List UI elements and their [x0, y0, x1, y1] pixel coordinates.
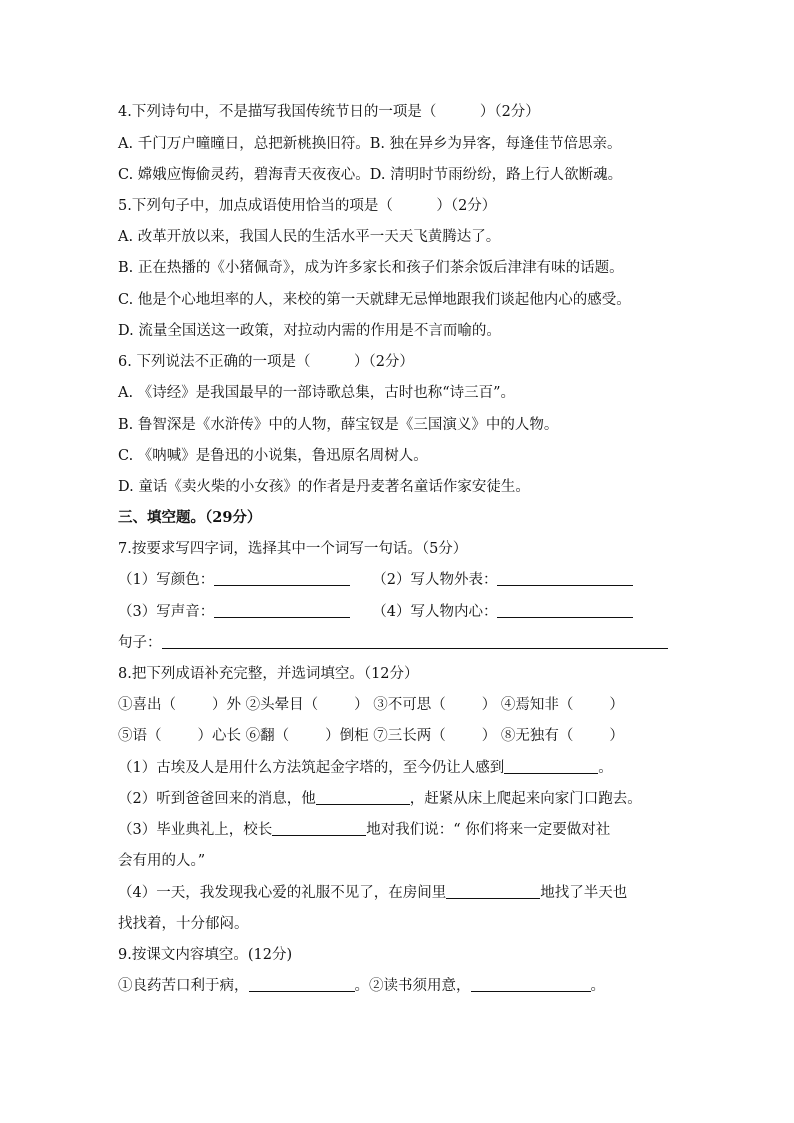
q7-item4-label: （4）写人物内心：	[372, 604, 498, 620]
q7-sentence-blank[interactable]	[162, 634, 668, 649]
q8-s1-end: 。	[598, 760, 613, 776]
q8-sentence-3-cont: 会有用的人。”	[118, 853, 206, 869]
idiom-8-start: ⑧无独有（	[500, 728, 574, 744]
q6-option-b: B. 鲁智深是《水浒传》中的人物，薛宝钗是《三国演义》中的人物。	[118, 417, 559, 433]
idiom-4-start: ④焉知非（	[500, 697, 574, 713]
q9-blank-2[interactable]	[471, 977, 591, 992]
q5-option-a: A. 改革开放以来，我国人民的生活水平一天天飞黄腾达了。	[118, 229, 501, 245]
q7-item2-label: （2）写人物外表：	[372, 572, 498, 588]
q8-stem: 8.把下列成语补充完整，并选词填空。（12分）	[118, 666, 419, 682]
q8-s2-text: （2）听到爸爸回来的消息，他	[118, 791, 316, 807]
q5-stem: 5.下列句子中，加点成语使用恰当的项是（ ）（2分）	[118, 198, 497, 214]
q8-s4-text: （4）一天，我发现我心爱的礼服不见了，在房间里	[118, 885, 447, 901]
q6-option-d: D. 童话《卖火柴的小女孩》的作者是丹麦著名童话作家安徒生。	[118, 479, 530, 495]
q8-idiom-row-1	[118, 695, 624, 715]
idiom-2-end: ）	[354, 697, 369, 713]
q8-s4-end: 地找了半天也	[540, 885, 628, 901]
q9-blank-1[interactable]	[249, 977, 355, 992]
idiom-7-end: ）	[481, 728, 497, 744]
q4-stem: 4.下列诗句中，不是描写我国传统节日的一项是（ ）（2分）	[118, 104, 540, 120]
q7-item2-blank[interactable]	[497, 571, 633, 586]
q9-stem: 9.按课文内容填空。(12分)	[118, 947, 293, 963]
q8-sentence-1	[118, 758, 613, 778]
idiom-2-start: ②头晕目（	[245, 697, 319, 713]
q8-s3-text: （3）毕业典礼上，校长	[118, 822, 273, 838]
idiom-3-end: ）	[481, 697, 497, 713]
q6-stem: 6. 下列说法不正确的一项是（ ）（2分）	[118, 354, 414, 370]
section-heading: 三、填空题。（29分）	[118, 509, 262, 526]
idiom-6-end: ）倒柜	[325, 728, 369, 744]
q8-sentence-4-cont: 找找着，十分郁闷。	[118, 916, 249, 932]
q8-sentence-3	[118, 820, 610, 840]
q9-line-1	[118, 976, 605, 996]
q9-l1-end: 。	[590, 978, 605, 994]
q7-item4-blank[interactable]	[497, 603, 633, 618]
q7-row-2	[118, 602, 633, 622]
idiom-6-start: ⑥翻（	[245, 728, 290, 744]
q7-item3-blank[interactable]	[214, 603, 350, 618]
q8-sentence-2	[118, 789, 642, 809]
q7-row-1	[118, 570, 633, 590]
q8-s2-end: ，赶紧从床上爬起来向家门口跑去。	[409, 791, 642, 807]
idiom-4-end: ）	[609, 697, 624, 713]
q8-s3-end: 地对我们说：“ 你们将来一定要做对社	[366, 822, 611, 838]
q6-option-a: A. 《诗经》是我国最早的一部诗歌总集，古时也称“诗三百”。	[118, 385, 516, 401]
q7-item1-label: （1）写颜色：	[118, 572, 215, 588]
q7-stem: 7.按要求写四字词，选择其中一个词写一句话。（5分）	[118, 541, 468, 557]
q8-s1-text: （1）古埃及人是用什么方法筑起金字塔的，至今仍让人感到	[118, 760, 505, 776]
q8-s1-blank[interactable]	[504, 759, 598, 774]
q4-options-ab: A. 千门万户曈曈日，总把新桃换旧符。B. 独在异乡为异客，每逢佳节倍思亲。	[118, 136, 622, 152]
q7-sentence-row	[118, 633, 668, 653]
q8-idiom-row-2	[118, 726, 624, 746]
q8-s3-blank[interactable]	[272, 821, 366, 836]
q7-item3-label: （3）写声音：	[118, 604, 215, 620]
q9-l1-text: ①良药苦口利于病，	[118, 978, 249, 994]
idiom-1-end: ）外	[212, 697, 241, 713]
q7-sentence-label: 句子：	[118, 635, 162, 651]
q9-l1-mid: 。②读书须用意，	[354, 978, 471, 994]
q8-sentence-4	[118, 883, 627, 903]
idiom-3-start: ③不可思（	[373, 697, 446, 713]
idiom-1-start: ①喜出（	[118, 697, 176, 713]
q5-option-c: C. 他是个心地坦率的人，来校的第一天就肆无忌惮地跟我们谈起他内心的感受。	[118, 292, 631, 308]
idiom-5-start: ⑤语（	[118, 728, 162, 744]
q4-options-cd: C. 嫦娥应悔偷灵药，碧海青天夜夜心。D. 清明时节雨纷纷，路上行人欲断魂。	[118, 167, 623, 183]
q5-option-d: D. 流量全国送这一政策，对拉动内需的作用是不言而喻的。	[118, 323, 501, 339]
q7-item1-blank[interactable]	[214, 571, 350, 586]
idiom-5-end: ）心长	[197, 728, 241, 744]
idiom-8-end: ）	[609, 728, 624, 744]
q6-option-c: C. 《呐喊》是鲁迅的小说集，鲁迅原名周树人。	[118, 448, 428, 464]
idiom-7-start: ⑦三长两（	[373, 728, 446, 744]
q8-s4-blank[interactable]	[446, 884, 540, 899]
q5-option-b: B. 正在热播的《小猪佩奇》，成为许多家长和孩子们茶余饭后津津有味的话题。	[118, 260, 624, 276]
q8-s2-blank[interactable]	[316, 790, 410, 805]
